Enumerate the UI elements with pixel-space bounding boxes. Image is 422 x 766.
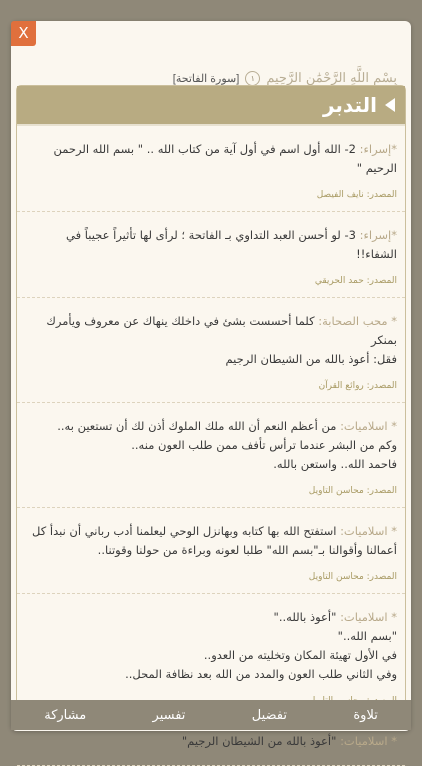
entry-line bbox=[25, 646, 397, 665]
entry-text: "بسم الله.." bbox=[337, 629, 397, 643]
entry-body bbox=[25, 140, 397, 178]
entry-body bbox=[25, 732, 397, 751]
entry-author: * اسلاميات: bbox=[340, 419, 397, 433]
tab-favorite[interactable]: تفضيل bbox=[251, 707, 288, 723]
entry-text: كلما أحسست بشئ في داخلك ينهاك عن معروف ويأمرك بمنكر bbox=[46, 314, 397, 347]
entry-text: فقل: أعوذ بالله من الشيطان الرجيم bbox=[225, 352, 397, 366]
entry-line bbox=[25, 541, 397, 560]
entry-author: * محب الصحابة: bbox=[318, 314, 397, 328]
list-item bbox=[17, 126, 405, 212]
entry-line bbox=[25, 665, 397, 684]
panel-header[interactable] bbox=[17, 86, 405, 126]
entry-line bbox=[25, 627, 397, 646]
tab-share[interactable]: مشاركة bbox=[44, 707, 87, 723]
list-item bbox=[17, 298, 405, 403]
entry-text: "أعوذ بالله من الشيطان الرجيم" bbox=[181, 734, 337, 748]
entry-line bbox=[25, 417, 397, 436]
entry-author: *إسراء: bbox=[359, 142, 397, 156]
panel-title: التدبر bbox=[322, 93, 377, 117]
list-item bbox=[17, 508, 405, 594]
entry-line bbox=[25, 436, 397, 455]
entry-text: وكم من البشر عندما ترأس تأفف ممن طلب العون منه.. bbox=[131, 438, 397, 452]
entry-body bbox=[25, 417, 397, 474]
entry-author: *إسراء: bbox=[359, 228, 397, 242]
list-item bbox=[17, 212, 405, 298]
entry-line bbox=[25, 350, 397, 369]
entry-text: في الأول تهيئة المكان وتخليته من العدو.. bbox=[203, 648, 397, 662]
entry-source: المصدر: محاسن التاويل bbox=[308, 486, 397, 496]
entry-body bbox=[25, 226, 397, 264]
entry-text: فاحمد الله.. واستعن بالله. bbox=[273, 457, 397, 471]
verse-number-badge: ١ bbox=[245, 71, 260, 86]
back-arrow-icon[interactable] bbox=[385, 98, 395, 112]
entry-source: المصدر: محاسن التاويل bbox=[308, 572, 397, 582]
entry-line bbox=[25, 732, 397, 751]
list-item bbox=[17, 403, 405, 508]
entry-text: استفتح الله بها كتابه وبهانزل الوحي ليعلمنا أدب رباني أن نبدأ كل bbox=[32, 524, 337, 538]
entry-line bbox=[25, 455, 397, 474]
entry-author: * اسلاميات: bbox=[340, 734, 397, 748]
entry-source: المصدر: نايف الفيصل bbox=[316, 190, 397, 200]
tab-tafsir[interactable]: تفسير bbox=[152, 707, 186, 723]
entry-line bbox=[25, 312, 397, 350]
entries-list bbox=[17, 126, 405, 766]
entry-text: أعمالنا وأقوالنا بـ"بسم الله" طلبا لعونه وبراءة من حولنا وقوتنا.. bbox=[97, 543, 397, 557]
content-card bbox=[11, 21, 411, 748]
entry-body bbox=[25, 522, 397, 560]
entry-line bbox=[25, 608, 397, 627]
entry-line bbox=[25, 226, 397, 264]
entry-text: "أعوذ بالله.." bbox=[273, 610, 337, 624]
bottom-tab-bar bbox=[11, 700, 411, 730]
close-button[interactable]: X bbox=[11, 21, 36, 46]
entry-body bbox=[25, 312, 397, 369]
entry-text: 2- الله أول اسم في أول آية من كتاب الله .. " بسم الله الرحمن الرحيم " bbox=[53, 142, 397, 175]
entry-line bbox=[25, 522, 397, 541]
tab-recitation[interactable]: تلاوة bbox=[353, 707, 378, 723]
entry-source: المصدر: روائع القرآن bbox=[318, 381, 397, 391]
verse-text: بِسْمِ اللَّهِ الرَّحْمَٰنِ الرَّحِيمِ bbox=[266, 70, 397, 86]
entry-body bbox=[25, 608, 397, 684]
entry-text: وفي الثاني طلب العون والمدد من الله بعد نظافة المحل.. bbox=[125, 667, 397, 681]
entry-text: من أعظم النعم أن الله ملك الملوك أذن لك أن تستعين به.. bbox=[57, 419, 337, 433]
entry-source: المصدر: حمد الحريقي bbox=[314, 276, 397, 286]
surah-reference: [سورة الفاتحة] bbox=[172, 72, 240, 85]
entry-author: * اسلاميات: bbox=[340, 610, 397, 624]
entry-author: * اسلاميات: bbox=[340, 524, 397, 538]
entry-text: 3- لو أحسن العبد التداوي بـ الفاتحة ؛ لرأى لها تأثيراً عجيباً في الشفاء!! bbox=[66, 228, 397, 261]
entry-line bbox=[25, 140, 397, 178]
